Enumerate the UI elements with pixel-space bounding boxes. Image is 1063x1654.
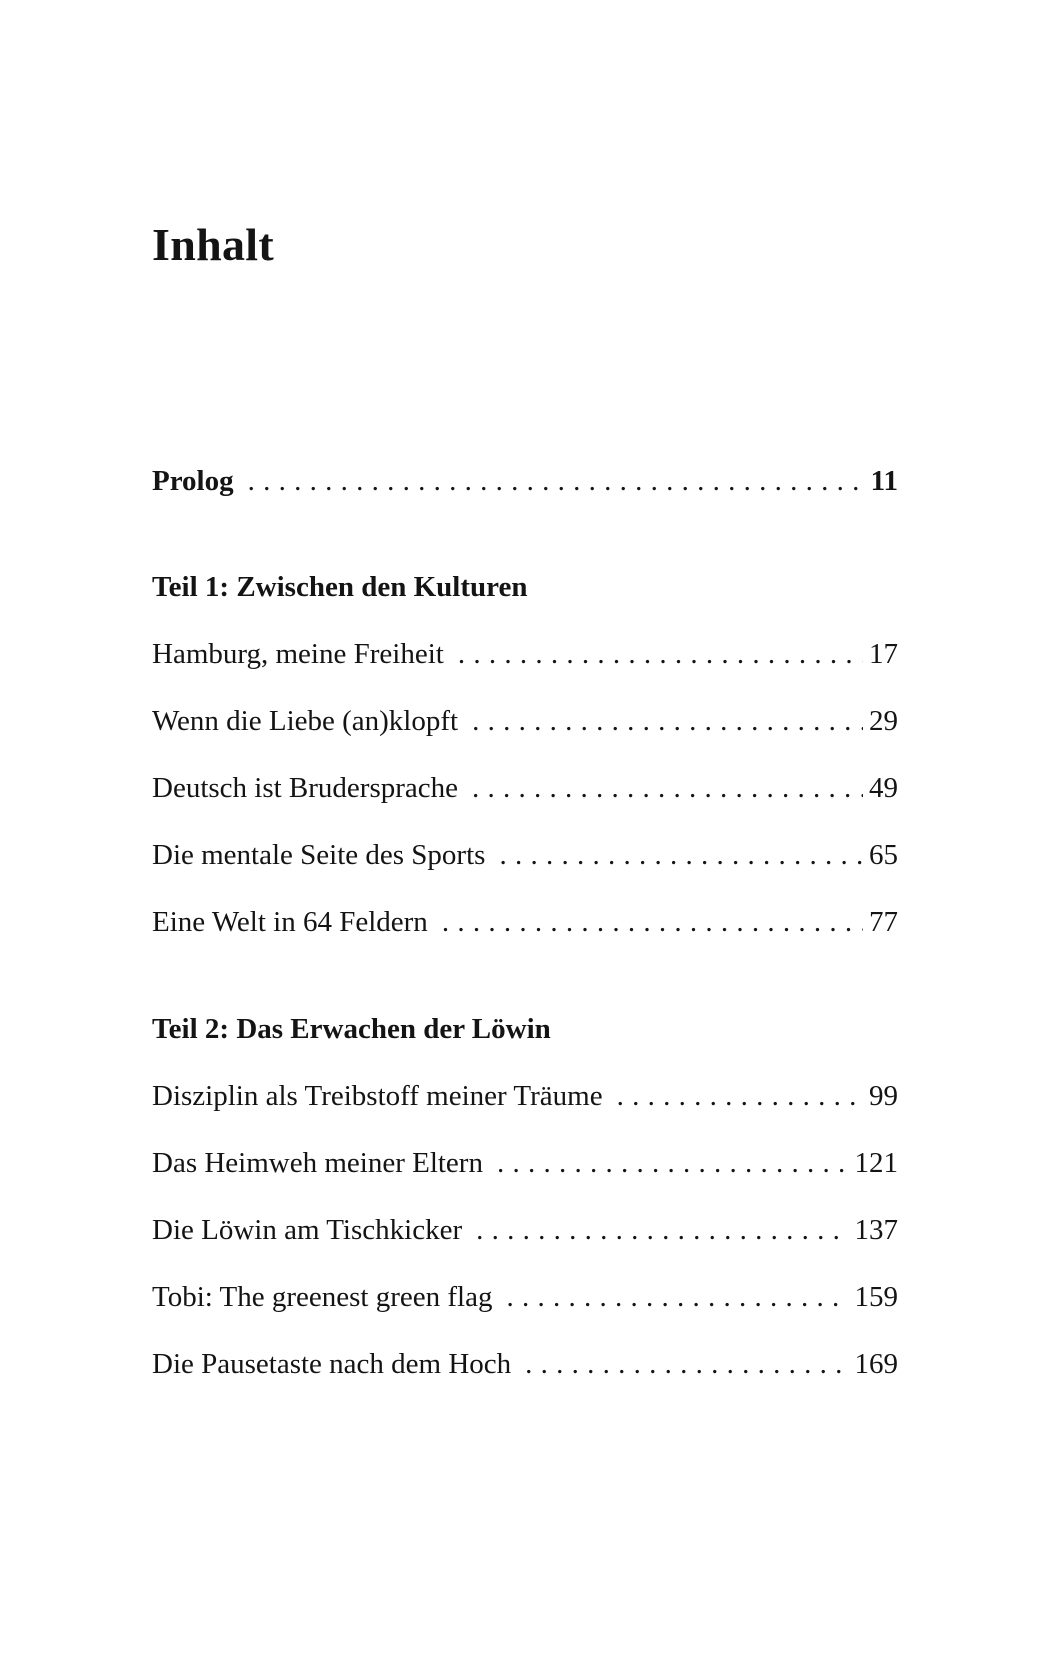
dot-leader (617, 1082, 863, 1111)
toc-entry (152, 1149, 898, 1178)
dot-leader (472, 774, 863, 803)
page-title: Inhalt (152, 219, 274, 270)
toc-entry-page: 121 (854, 1147, 898, 1179)
toc-entry-page: 99 (869, 1080, 898, 1112)
toc-entry-page: 49 (869, 772, 898, 804)
dot-leader (506, 1283, 848, 1312)
toc-entry-page: 137 (854, 1214, 898, 1246)
dot-leader (458, 640, 863, 669)
toc-entry-page: 65 (869, 839, 898, 871)
toc-entry-label: Tobi: The greenest green flag (152, 1281, 493, 1313)
toc-entry-label: Das Heimweh meiner Eltern (152, 1147, 483, 1179)
dot-leader (499, 841, 863, 870)
part-heading-1: Teil 1: Zwischen den Kulturen (152, 571, 528, 603)
dot-leader (472, 707, 863, 736)
toc-entry-page: 29 (869, 705, 898, 737)
toc-entry-label: Disziplin als Treibstoff meiner Träume (152, 1080, 603, 1112)
toc-entry-page: 17 (869, 638, 898, 670)
toc-entry-label: Eine Welt in 64 Feldern (152, 906, 428, 938)
toc-entry (152, 841, 898, 870)
dot-leader (497, 1149, 849, 1178)
toc-entry-label: Wenn die Liebe (an)klopft (152, 705, 459, 737)
dot-leader (442, 908, 863, 937)
toc-entry-page: 169 (854, 1348, 898, 1380)
toc-entry (152, 774, 898, 803)
toc-entry (152, 1283, 898, 1312)
dot-leader (248, 467, 865, 496)
toc-entry-label: Die mentale Seite des Sports (152, 839, 486, 871)
toc-entry-label: Prolog (152, 465, 234, 497)
toc-entry-page: 11 (870, 465, 898, 497)
toc-entry (152, 908, 898, 937)
toc-entry-page: 159 (854, 1281, 898, 1313)
toc-entry (152, 1216, 898, 1245)
toc-entry-page: 77 (869, 906, 898, 938)
toc-entry (152, 640, 898, 669)
toc-entry-label: Die Pausetaste nach dem Hoch (152, 1348, 512, 1380)
toc-entry (152, 707, 898, 736)
dot-leader (525, 1350, 848, 1379)
toc-entry-label: Hamburg, meine Freiheit (152, 638, 444, 670)
toc-entry-label: Deutsch ist Brudersprache (152, 772, 459, 804)
toc-entry-prolog (152, 467, 898, 496)
toc-entry (152, 1082, 898, 1111)
dot-leader (476, 1216, 848, 1245)
toc-entry (152, 1350, 898, 1379)
toc-entry-label: Die Löwin am Tischkicker (152, 1214, 463, 1246)
part-heading-2: Teil 2: Das Erwachen der Löwin (152, 1013, 551, 1045)
